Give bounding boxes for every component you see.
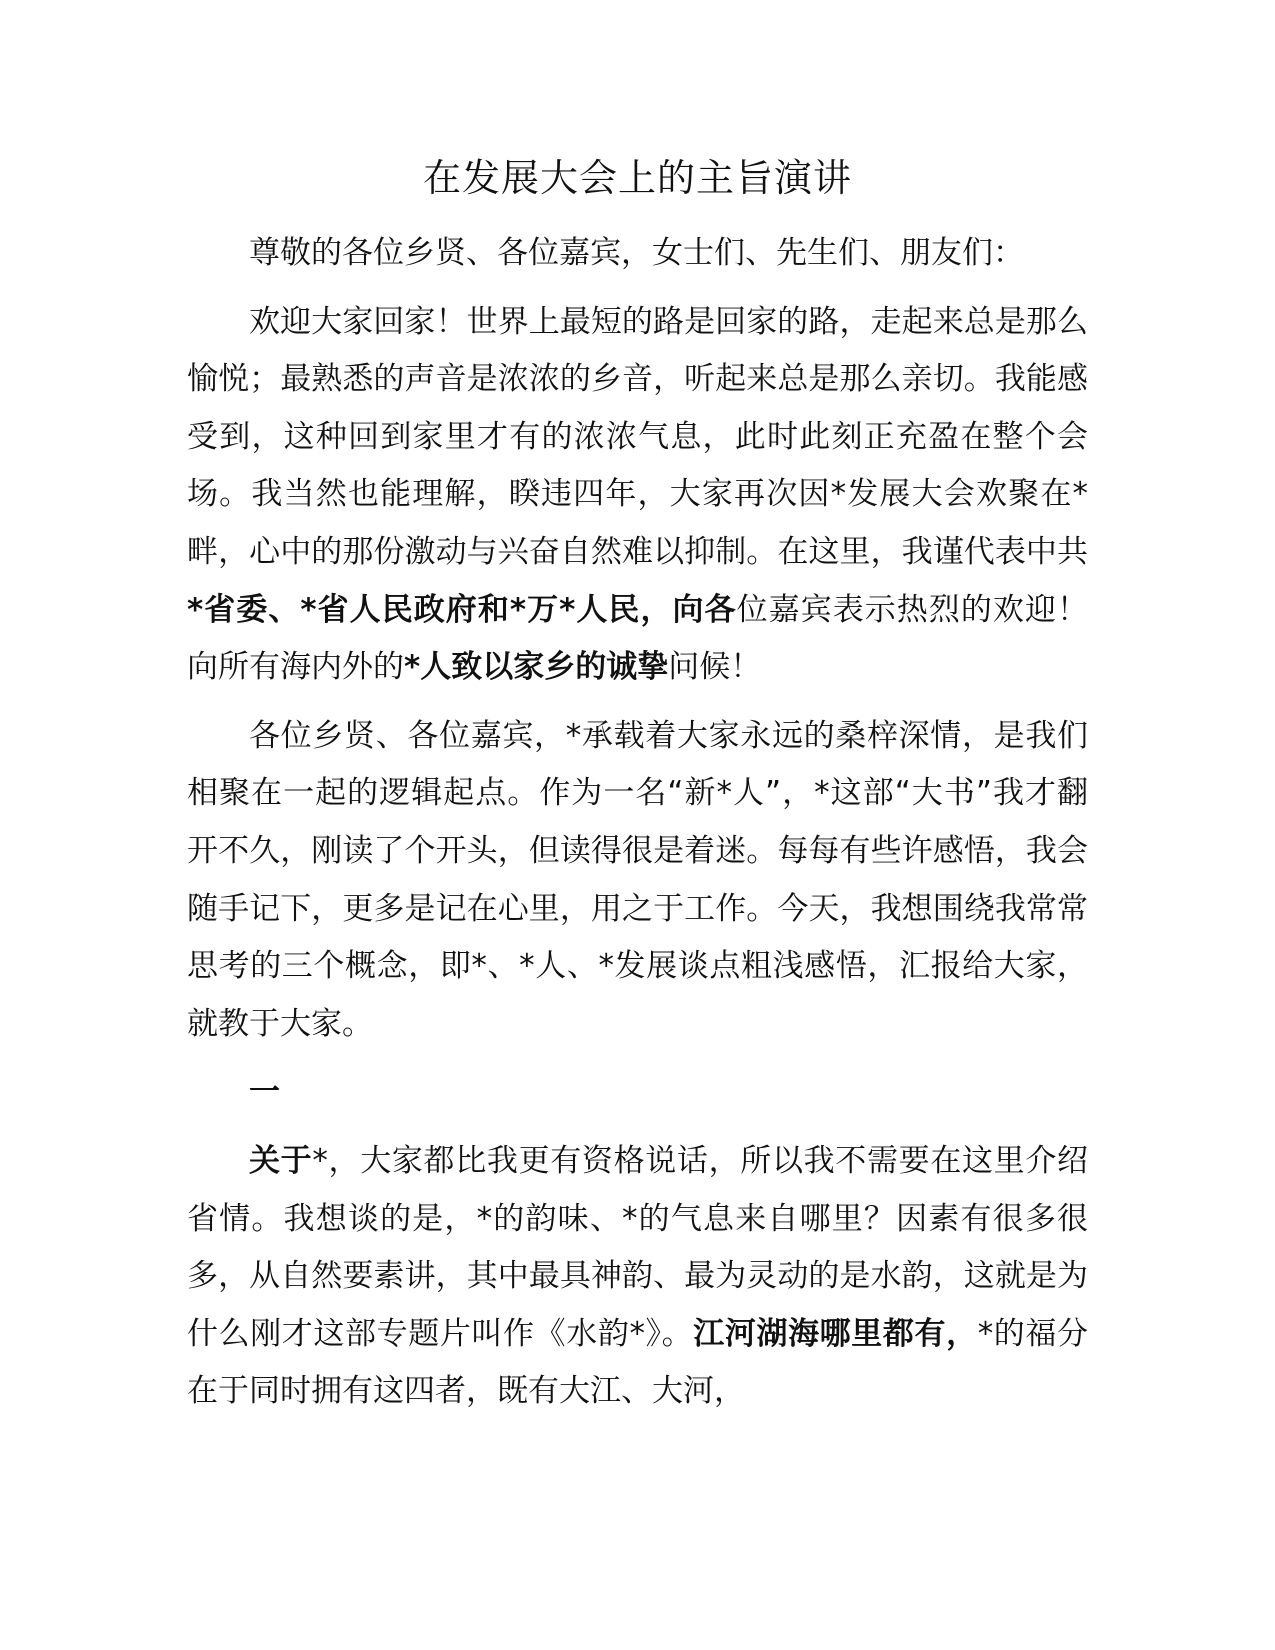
- paragraph-introduction: 各位乡贤、各位嘉宾，*承载着大家永远的桑梓深情，是我们相聚在一起的逻辑起点。作为一名“新*人”，*这部“大书”我才翻开不久，刚读了个开头，但读得很是着迷。每每有些许感悟，我会随手记下，更多是记在心里，用之于工作。今天，我想围绕我常常思考的三个概念，即*、*人、*发展谈点粗浅感悟，汇报给大家，就教于大家。: [187, 717, 1088, 1042]
- paragraph-welcome-part-2: *省委、*省人民政府和*万*人民，向各: [187, 591, 737, 628]
- paragraph-welcome: [187, 294, 1088, 697]
- document-title: 在发展大会上的主旨演讲: [422, 156, 852, 200]
- document-body: [187, 225, 1088, 1421]
- paragraph-welcome-part-5: 问候！: [668, 649, 762, 686]
- paragraph-section-one: [187, 1133, 1088, 1421]
- paragraph-section-one-part-3: 江河湖海哪里都有，: [693, 1315, 978, 1352]
- paragraph-section-one-part-2: *，大家都比我更有资格说话，所以我不需要在这里介绍省情。我想谈的是，*的韵味、*的气息来自哪里？因素有很多很多，从自然要素讲，其中最具神韵、最为灵动的是水韵，这就是为什么刚才这部专题片叫作《水韵*》。: [187, 1142, 1089, 1352]
- paragraph-section-one-part-1: 关于: [249, 1142, 313, 1179]
- section-heading-one: 一: [249, 1074, 280, 1111]
- paragraph-welcome-part-1: 欢迎大家回家！世界上最短的路是回家的路，走起来总是那么愉悦；最熟悉的声音是浓浓的乡音，听起来总是那么亲切。我能感受到，这种回到家里才有的浓浓气息，此时此刻正充盈在整个会场。我当然也能理解，睽违四年，大家再次因*发展大会欢聚在*畔，心中的那份激动与兴奋自然难以抑制。在这里，我谨代表中共: [187, 303, 1088, 570]
- paragraph-welcome-part-3: 位嘉宾表示热烈的欢迎！向所有海内外的: [187, 591, 1088, 686]
- paragraph-welcome-part-4: *人致以家乡的诚挚: [404, 649, 669, 686]
- salutation: 尊敬的各位乡贤、各位嘉宾，女士们、先生们、朋友们：: [249, 235, 1024, 271]
- paragraph-section-one-part-4: *的福分在于同时拥有这四者，既有大江、大河，: [187, 1315, 1089, 1410]
